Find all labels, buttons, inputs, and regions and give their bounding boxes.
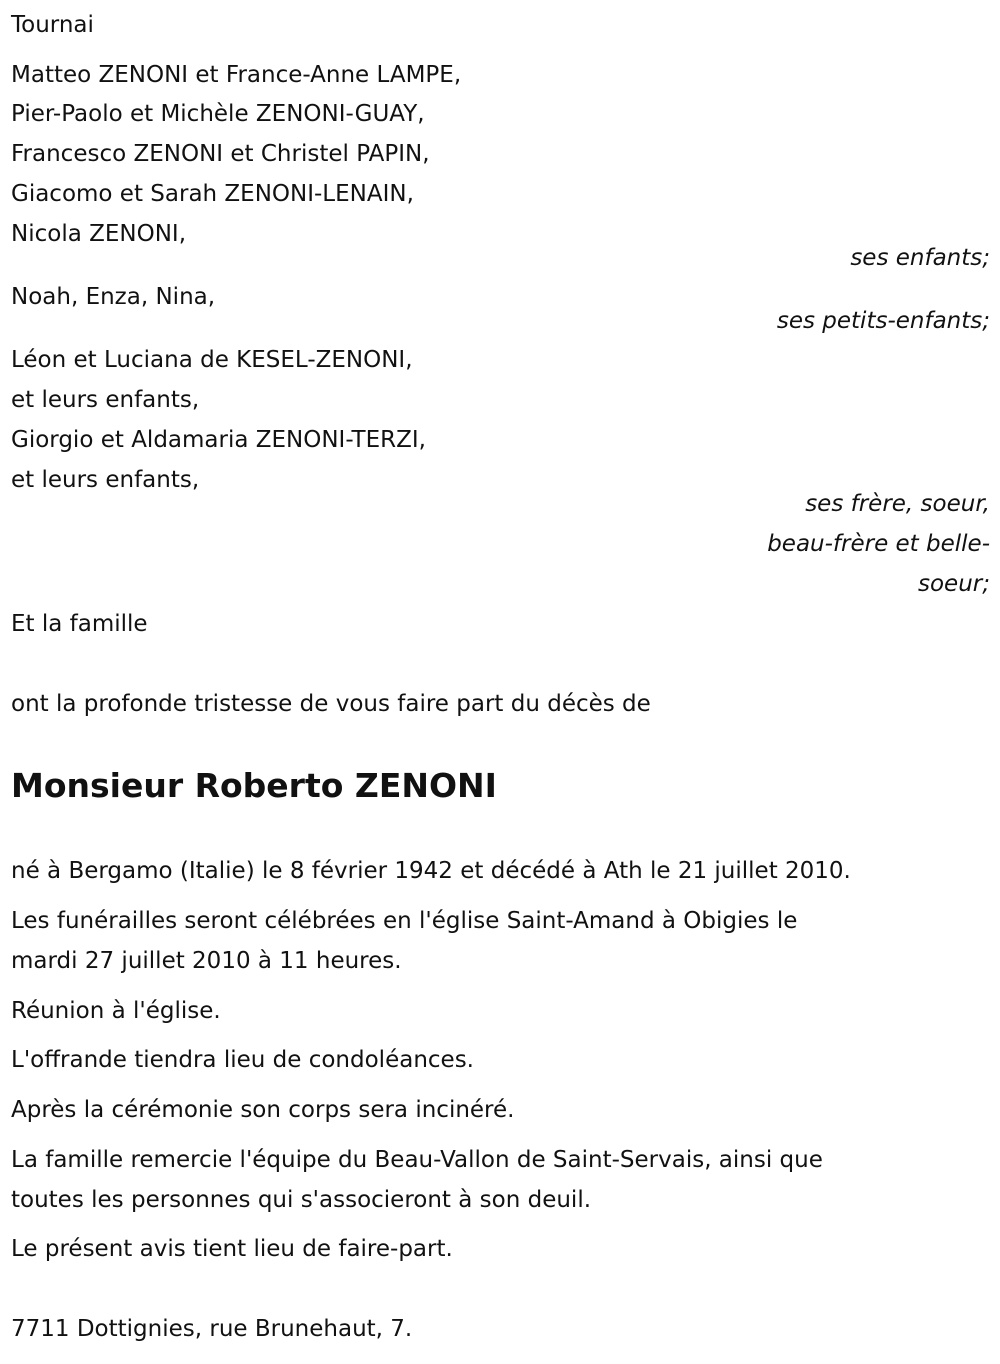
child-line: Matteo ZENONI et France-Anne LAMPE, (11, 62, 462, 88)
child-line: Nicola ZENONI, (11, 221, 187, 247)
body-line: Le présent avis tient lieu de faire-part. (11, 1236, 453, 1262)
announcement: ont la profonde tristesse de vous faire part du décès de (11, 691, 651, 717)
children-role: ses enfants; (850, 245, 990, 271)
siblings-role: ses frère, soeur, (805, 491, 990, 517)
sibling-line: et leurs enfants, (11, 387, 200, 413)
body-line: mardi 27 juillet 2010 à 11 heures. (11, 948, 402, 974)
sibling-line: Léon et Luciana de KESEL-ZENONI, (11, 347, 413, 373)
siblings-role: beau-frère et belle- (767, 531, 990, 557)
body-line: né à Bergamo (Italie) le 8 février 1942 et décédé à Ath le 21 juillet 2010. (11, 858, 851, 884)
body-line: toutes les personnes qui s'associeront à son deuil. (11, 1187, 592, 1213)
city: Tournai (11, 12, 94, 38)
grandchildren-line: Noah, Enza, Nina, (11, 284, 216, 310)
body-line: L'offrande tiendra lieu de condoléances. (11, 1047, 474, 1073)
sibling-line: et leurs enfants, (11, 467, 200, 493)
address: 7711 Dottignies, rue Brunehaut, 7. (11, 1316, 413, 1342)
sibling-line: Giorgio et Aldamaria ZENONI-TERZI, (11, 427, 426, 453)
family-line: Et la famille (11, 611, 148, 637)
body-line: Les funérailles seront célébrées en l'église Saint-Amand à Obigies le (11, 908, 798, 934)
body-line: Réunion à l'église. (11, 998, 221, 1024)
child-line: Giacomo et Sarah ZENONI-LENAIN, (11, 181, 414, 207)
deceased-name: Monsieur Roberto ZENONI (11, 766, 497, 805)
body-line: Après la cérémonie son corps sera incinéré. (11, 1097, 515, 1123)
siblings-role: soeur; (918, 571, 990, 597)
child-line: Francesco ZENONI et Christel PAPIN, (11, 141, 430, 167)
child-line: Pier-Paolo et Michèle ZENONI-GUAY, (11, 101, 425, 127)
body-line: La famille remercie l'équipe du Beau-Vallon de Saint-Servais, ainsi que (11, 1147, 823, 1173)
grandchildren-role: ses petits-enfants; (776, 308, 990, 334)
